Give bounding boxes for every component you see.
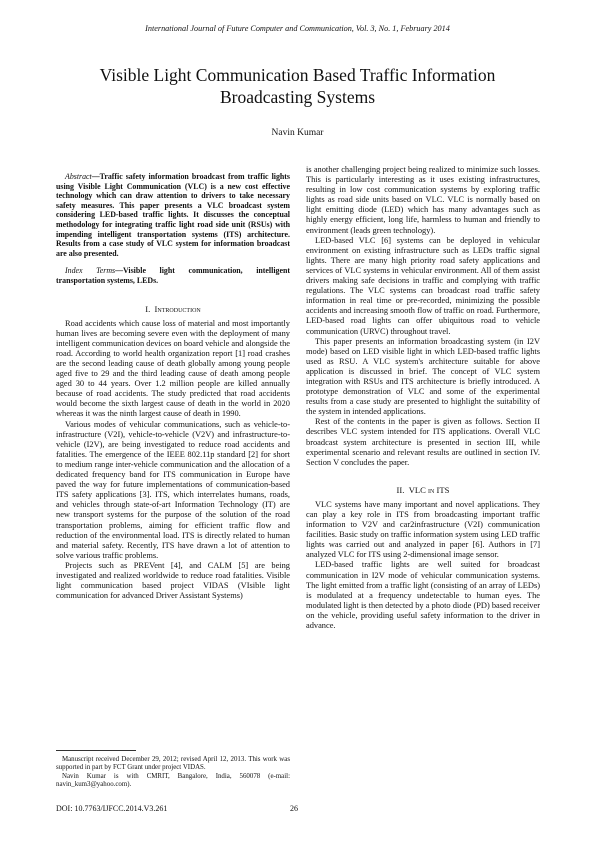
abstract xyxy=(56,172,290,258)
intro-continued-paragraph: is another challenging project being realized to minimize such losses. This is particularly interesting as it uses existing infrastructures, resulting in low cost communication systems by exploring traffic lights as road side units based on VLC. VLC is normally based on light emitting diode (LED) which has many advantages such as highly energy efficient, long life, harmless to human and friendly to environment (leads green technology). xyxy=(306,165,540,235)
intro-paragraph-6: Rest of the contents in the paper is given as follows. Section II describes VLC system intended for ITS applications. Overall VLC broadcast system architecture is presented in section III, while experimental scenario and relevant results are outlined in section IV. Section V concludes the paper. xyxy=(306,417,540,467)
index-terms xyxy=(56,266,290,285)
section-title: Introduction xyxy=(154,303,201,314)
intro-paragraph-3: Projects such as PREVent [4], and CALM [5] are being investigated and realized worldwide to reduce road fatalities. Visible light communication based project VIDAS (VIsible light communication for advanced Driver Assistant Systems) xyxy=(56,560,290,601)
left-column xyxy=(56,172,290,601)
section-heading-vlc-in-its xyxy=(306,485,540,495)
section-numeral: I. xyxy=(145,303,151,314)
paper-title xyxy=(40,64,555,108)
section-heading-introduction xyxy=(56,304,290,314)
index-terms-lead: Index Terms xyxy=(65,266,116,276)
title-line-1: Visible Light Communication Based Traffic Information xyxy=(99,65,496,85)
footnote-manuscript: Manuscript received December 29, 2012; revised April 12, 2013. This work was supported in part by FCT Grant under project VIDAS. xyxy=(56,756,290,772)
title-line-2: Broadcasting Systems xyxy=(219,87,376,107)
right-column xyxy=(306,165,540,631)
author-name: Navin Kumar xyxy=(271,128,324,138)
footnote xyxy=(56,756,290,789)
footer-doi: DOI: 10.7763/IJFCC.2014.V3.261 xyxy=(56,804,168,813)
intro-paragraph-2: Various modes of vehicular communications, such as vehicle-to-infrastructure (V2I), vehicle-to-vehicle (V2V) and infrastructure-to-vehicle (I2V), are being investigated to reduce road accidents and fatalities. The emergence of the IEEE 802.11p standard [2] for short to medium range inter-vehicle communication and the allocation of a dedicated frequency band for ITS communication in Europe have paved the way for future implementations of communication-based ITS safety applications [3]. ITS, which interrelates humans, roads, and vehicles through state-of-art Information Technology (IT) are new transport systems for the purpose of the solution of the road transportation problems, aiming for efficient traffic flow and reduction of the environmental load. ITS is directly related to human and material safety. Recently, ITS have drawn a lot of attention to solve various traffic problems. xyxy=(56,419,290,560)
running-header: International Journal of Future Computer and Communication, Vol. 3, No. 1, February 2014 xyxy=(145,24,450,33)
footnote-affiliation: Navin Kumar is with CMRIT, Bangalore, India, 560078 (e-mail: navin_kum3@yahoo.com). xyxy=(56,772,290,788)
section-numeral: II. xyxy=(396,484,405,495)
intro-paragraph-4: LED-based VLC [6] systems can be deployed in vehicular environment on existing infrastructure such as LEDs traffic signal lights. There are many high priority road safety applications and services of VLC systems in vehicular environment. All of them assist drivers making safe decisions in traffic and complying with traffic regulations. The VLC systems can broadcast road traffic safety information in real time or pre-recorded, minimizing the possible accidents and increasing smooth flow of traffic on road. Furthermore, LED-based road lights can offer ubiquitous road to vehicle communication (URVC) throughout travel. xyxy=(306,235,540,336)
vlc-paragraph-2: LED-based traffic lights are well suited for broadcast communication in I2V mode of vehicular communication systems. The light emitted from a traffic light (consisting of an array of LEDs) is modulated at a frequency undetectable to human eyes. The modulated light is then detected by a photo diode (PD) based receiver on the vehicle, providing useful safety information to the driver in advance. xyxy=(306,560,540,631)
vlc-paragraph-1: VLC systems have many important and novel applications. They can play a key role in ITS from broadcasting important traffic information to V2V and car2infrastructure (V2I) communication facilities. Basic study on traffic information system using LED traffic lights was carried out and analyzed in paper [6]. Authors in [7] analyzed VLC for ITS using 2-dimensional image sensor. xyxy=(306,499,540,560)
intro-paragraph-1: Road accidents which cause loss of material and most importantly human lives are becoming severe even with the deployment of many intelligent communication devices on board vehicle and alongside the road. According to world health organization report [1] road crashes are the second leading cause of death globally among young people aged five to 29 and the third leading cause of death among people aged 30 to 44 years. Over 1.2 million people are killed annually because of road accidents. The study predicted that road accidents would become the sixth largest cause of death in the world in 2020 whereas it was the ninth largest cause of death in 1990. xyxy=(56,318,290,419)
intro-paragraph-5: This paper presents an information broadcasting system (in I2V mode) based on LED visible light in which LED-based traffic lights used as RSU. A VLC system's architecture suitable for above application is discussed in brief. The concept of VLC system integration with RSUs and ITS architecture is briefly introduced. A prototype demonstration of VLC and some of the experimental results from a case study are presented to highlight the suitability of the system in intended applications. xyxy=(306,336,540,417)
abstract-text: —Traffic safety information broadcast from traffic lights using Visible Light Communication (VLC) is a new cost effective technology which can draw attention to drivers to take necessary safety measures. This paper presents a VLC broadcast system considering LED-based traffic lights. It discusses the conceptual methodology for integrating traffic light road side unit (RSUs) with impending intelligent transportation systems (ITS) architecture. Results from a case study of VLC system for information broadcast are also presented. xyxy=(56,172,290,258)
abstract-lead: Abstract xyxy=(65,172,92,181)
index-terms-text: —Visible light communication, intelligent transportation systems, LEDs. xyxy=(56,266,290,285)
section-title: VLC in ITS xyxy=(408,484,450,495)
footnote-divider xyxy=(56,750,136,751)
page-number: 26 xyxy=(290,804,298,813)
